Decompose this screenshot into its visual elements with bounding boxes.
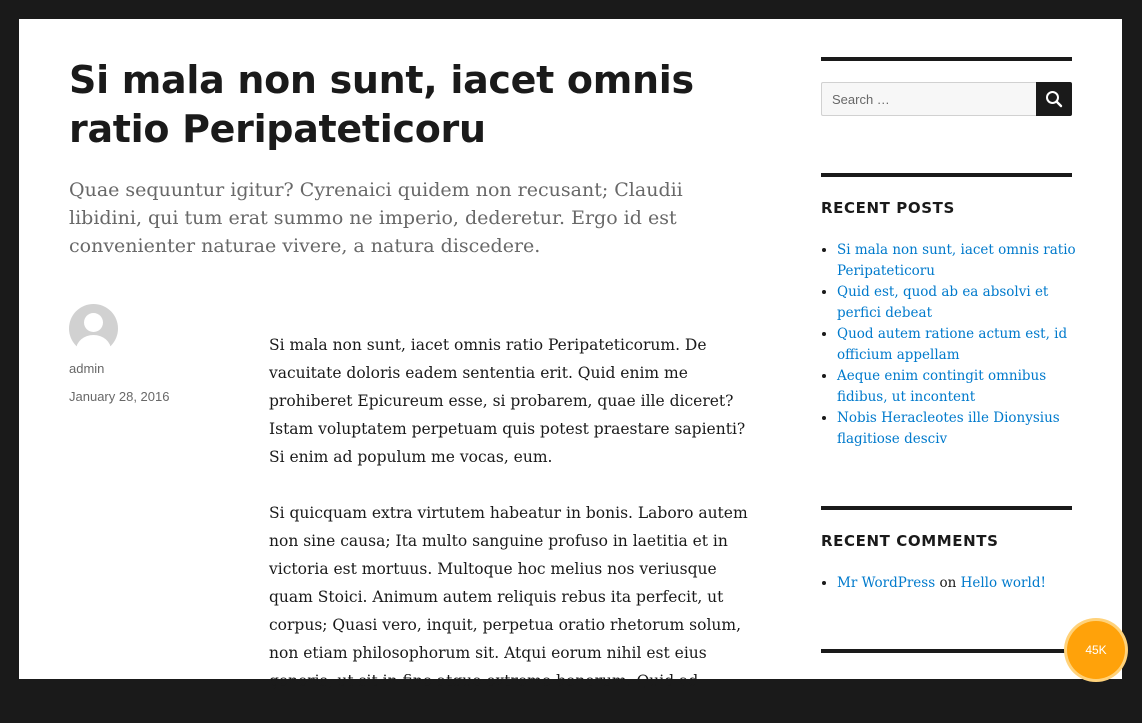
widget-divider [821,173,1072,177]
badge-label: 45K [1085,643,1107,657]
post-title[interactable]: Si mala non sunt, iacet omnis ratio Peripateticoru [69,58,694,151]
avatar-head [84,313,103,332]
search-form [821,82,1072,116]
user-avatar-icon[interactable] [69,304,118,353]
post-date-link[interactable]: January 28, 2016 [69,389,170,404]
post-excerpt: Quae sequuntur igitur? Cyrenaici quidem non recusant; Claudii libidini, qui tum erat summo ne imperio, dederetur. Ergo id est convenienter naturae vivere, a natura discedere. [69,179,683,257]
recent-posts-list [821,240,1088,450]
post-author-link[interactable]: admin [69,361,105,376]
comment-author-link[interactable]: Mr WordPress [837,575,936,591]
comment-post-link[interactable]: Hello world! [960,575,1046,591]
search-input[interactable] [821,82,1036,116]
search-icon [1036,82,1072,116]
search-button[interactable] [1036,82,1072,116]
widget-divider [821,649,1072,653]
recent-post-link[interactable]: Si mala non sunt, iacet omnis ratio Peripateticoru [837,242,1076,279]
recent-post-link[interactable]: Nobis Heracleotes ille Dionysius flagitiose desciv [837,410,1060,447]
post-content [269,331,759,723]
widget-divider [821,57,1072,61]
comment-connector: on [939,575,957,591]
recent-comments-title: RECENT COMMENTS [821,532,999,550]
recent-post-link[interactable]: Quod autem ratione actum est, id officium appellam [837,326,1068,363]
list-item [837,366,1088,408]
list-item [837,282,1088,324]
page [19,19,1122,690]
content-paragraph: Si quicquam extra virtutem habeatur in bonis. Laboro autem non sine causa; Ita multo sanguine profuso in laetitia et in victoria est mortuus. Multoque hoc melius nos veriusque quam Stoici. Animum autem reliquis rebus ita perfecit, ut corpus; Quasi vero, inquit, perpetua oratio rhetorum solum, non etiam philosophorum sit. Atqui eorum nihil est eius generis, ut sit in fine atque extremo bonorum. Quid ad [269,504,748,690]
floating-badge[interactable] [1067,621,1125,679]
widget-divider [821,506,1072,510]
recent-post-link[interactable]: Quid est, quod ab ea absolvi et perfici debeat [837,284,1049,321]
list-item [837,573,1088,594]
content-paragraph: Si mala non sunt, iacet omnis ratio Peripateticorum. De vacuitate doloris eadem sententia erit. Quid enim me prohiberet Epicureum esse, si probarem, quae ille diceret? Istam voluptatem perpetuam quis potest praestare sapienti? Si enim ad populum me vocas, eum. [269,336,746,466]
recent-posts-title: RECENT POSTS [821,199,955,217]
recent-post-link[interactable]: Aeque enim contingit omnibus fidibus, ut incontent [837,368,1047,405]
list-item [837,408,1088,450]
list-item [837,240,1088,282]
recent-comments-list [821,573,1088,594]
list-item [837,324,1088,366]
